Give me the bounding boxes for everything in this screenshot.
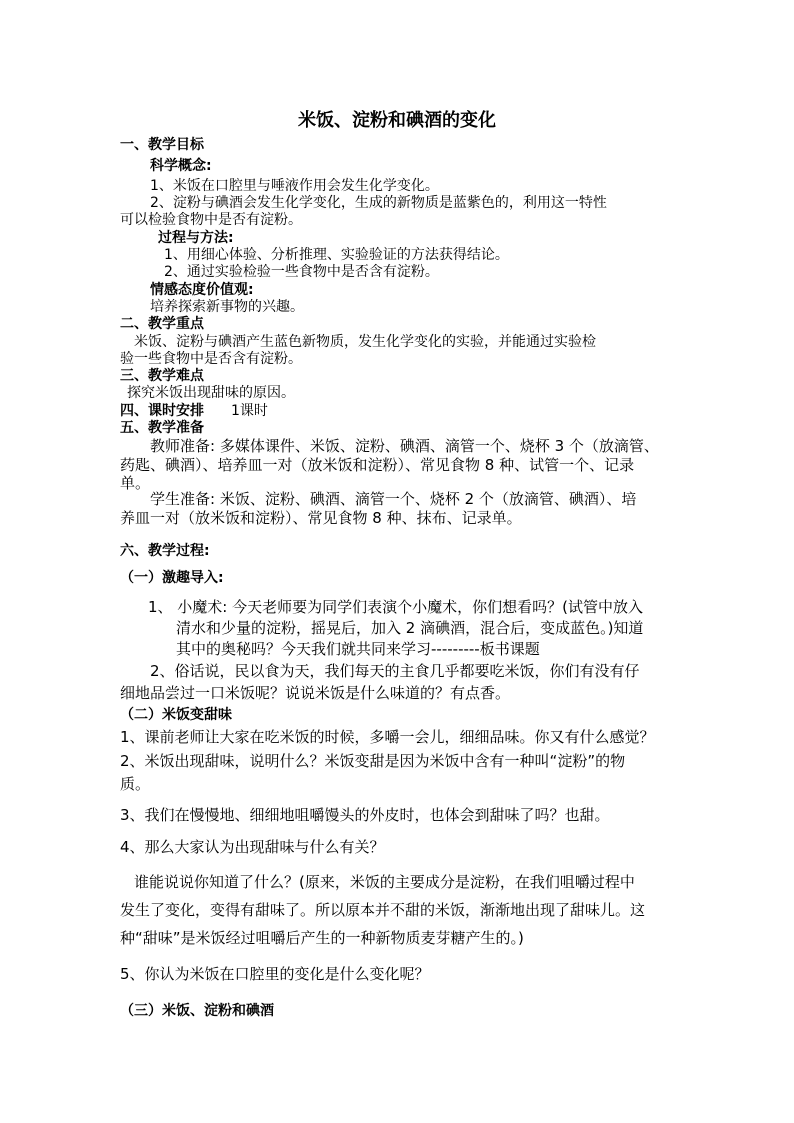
schedule-value: 1课时 [231,403,268,419]
part1-item-1-line-3: 其中的奥秘吗？今天我们就共同来学习---------板书课题 [176,640,540,658]
concept-item-2-line-2: 可以检验食物中是否有淀粉。 [120,212,302,228]
part3-heading: （三）米饭、淀粉和碘酒 [120,1003,274,1019]
part2-item-1: 1、课前老师让大家在吃米饭的时候，多嚼一会儿，细细品味。你又有什么感觉？ [120,728,655,746]
document-title: 米饭、淀粉和碘酒的变化 [298,110,496,131]
part2-para-line-3: 种“甜味”是米饭经过咀嚼后产生的一种新物质麦芽糖产生的。) [120,929,524,947]
concept-item-2-line-1: 2、淀粉与碘酒会发生化学变化，生成的新物质是蓝紫色的，利用这一特性 [150,195,607,211]
teacher-prep-line-3: 单。 [120,474,151,492]
part2-para-line-1: 谁能说说你知道了什么？(原来，米饭的主要成分是淀粉，在我们咀嚼过程中 [134,873,635,891]
key-points-line-2: 验一些食物中是否含有淀粉。 [120,351,302,367]
process-method-heading: 过程与方法: [158,230,234,246]
process-method-item-1: 1、用细心体验、分析推理、实验验证的方法获得结论。 [164,247,509,263]
concept-heading: 科学概念: [150,158,212,174]
attitude-item-1: 培养探索新事物的兴趣。 [150,299,304,315]
part2-para-line-2: 发生了变化，变得有甜味了。所以原本并不甜的米饭，渐渐地出现了甜味儿。这 [120,901,646,919]
part2-item-4: 4、那么大家认为出现甜味与什么有关？ [120,838,385,856]
student-prep-line-2: 养皿一对（放米饭和淀粉）、常见食物 8 种、抹布、记录单。 [120,509,522,527]
part2-item-5: 5、你认为米饭在口腔里的变化是什么变化呢？ [120,965,430,983]
preparation-heading: 五、教学准备 [120,420,204,436]
part1-heading: （一）激趣导入: [120,570,224,586]
part2-item-2-line-2: 质。 [120,775,151,793]
schedule-heading: 四、课时安排 [120,403,204,419]
part2-item-2-line-1: 2、米饭出现甜味，说明什么？米饭变甜是因为米饭中含有一种叫“淀粉”的物 [120,752,626,770]
teacher-prep-line-1: 教师准备: 多媒体课件、米饭、淀粉、碘酒、滴管一个、烧杯 3 个（放滴管、 [150,437,659,455]
attitude-heading: 情感态度价值观: [150,282,254,298]
objectives-heading: 一、教学目标 [120,137,204,153]
student-prep-line-1: 学生准备: 米饭、淀粉、碘酒、滴管一个、烧杯 2 个（放滴管、碘酒）、培 [150,490,637,508]
key-points-heading: 二、教学重点 [120,316,204,332]
concept-item-1: 1、米饭在口腔里与唾液作用会发生化学变化。 [150,178,439,194]
part1-item-2-line-1: 2、俗话说，民以食为天，我们每天的主食几乎都要吃米饭，你们有没有仔 [150,662,640,680]
part1-item-2-line-2: 细地品尝过一口米饭呢？说说米饭是什么味道的？有点香。 [120,684,511,702]
key-points-line-1: 米饭、淀粉与碘酒产生蓝色新物质，发生化学变化的实验，并能通过实验检 [134,334,596,350]
process-heading: 六、教学过程: [120,543,210,559]
teacher-prep-line-2: 药匙、碘酒）、培养皿一对（放米饭和淀粉）、常见食物 8 种、试管一个、记录 [120,456,635,474]
difficulties-heading: 三、教学难点 [120,368,204,384]
part1-item-1-line-2: 清水和少量的淀粉，摇晃后，加入 2 滴碘酒，混合后，变成蓝色。)知道 [176,619,644,637]
difficulties-text: 探究米饭出现甜味的原因。 [127,385,295,401]
process-method-item-2: 2、通过实验检验一些食物中是否含有淀粉。 [164,264,439,280]
part2-item-3: 3、我们在慢慢地、细细地咀嚼馒头的外皮时，也体会到甜味了吗？也甜。 [120,806,610,824]
part1-item-1-line-1: 1、 小魔术: 今天老师要为同学们表演个小魔术，你们想看吗？(试管中放入 [148,598,643,616]
part2-heading: （二）米饭变甜味 [120,707,232,723]
